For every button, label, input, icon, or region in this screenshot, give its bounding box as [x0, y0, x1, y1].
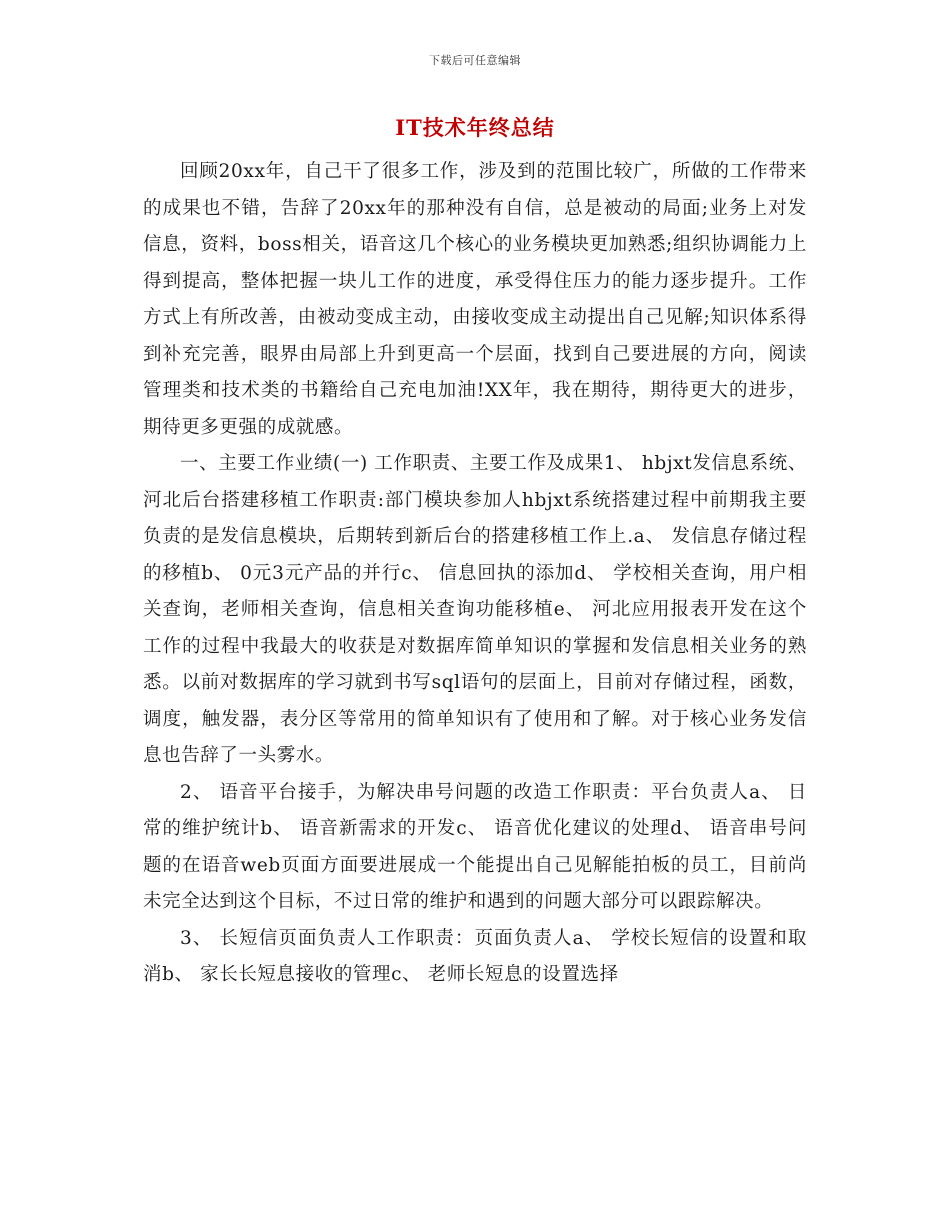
paragraph-achievements: 一、主要工作业绩(一) 工作职责、主要工作及成果1、 hbjxt发信息系统、河北后台搭建移植工作职责:部门模块参加人hbjxt系统搭建过程中前期我主要负责的是发信息模块，后期转到新后台的搭建移植工作上.a、 发信息存储过程的移植b、 0元3元产品的并行c、 信息回执的添加d、 学校相关查询，用户相关查询，老师相关查询，信息相关查询功能移植e、 河北应用报表开发在这个工作的过程中我最大的收获是对数据库简单知识的掌握和发信息相关业务的熟悉。以前对数据库的学习就到书写sql语句的层面上，目前对存储过程，函数，调度，触发器，表分区等常用的简单知识有了使用和了解。对于核心业务发信息也告辞了一头雾水。: [143, 453, 807, 766]
paragraph-review: 回顾20xx年，自己干了很多工作，涉及到的范围比较广，所做的工作带来的成果也不错，告辞了20xx年的那种没有自信，总是被动的局面;业务上对发信息，资料，boss相关，语音这几个核心的业务模块更加熟悉;组织协调能力上得到提高，整体把握一块儿工作的进度，承受得住压力的能力逐步提升。工作方式上有所改善，由被动变成主动，由接收变成主动提出自己见解;知识体系得到补充完善，眼界由局部上升到更高一个层面，找到自己要进展的方向，阅读管理类和技术类的书籍给自己充电加油!XX年，我在期待，期待更大的进步，期待更多更强的成就感。: [143, 161, 807, 438]
paragraph-long-sms: 3、 长短信页面负责人工作职责：页面负责人a、 学校长短信的设置和取消b、 家长长短息接收的管理c、 老师长短息的设置选择: [143, 927, 807, 985]
document-body: [143, 154, 807, 994]
paragraph-voice-platform: 2、 语音平台接手，为解决串号问题的改造工作职责：平台负责人a、 日常的维护统计b、 语音新需求的开发c、 语音优化建议的处理d、 语音串号问题的在语音web页面方面要进展成一个能提出自己见解能拍板的员工，目前尚未完全达到这个目标，不过日常的维护和遇到的问题大部分可以跟踪解决。: [143, 781, 807, 912]
document-title: IT技术年终总结: [395, 115, 555, 140]
header-note: 下载后可任意编辑: [429, 54, 521, 67]
